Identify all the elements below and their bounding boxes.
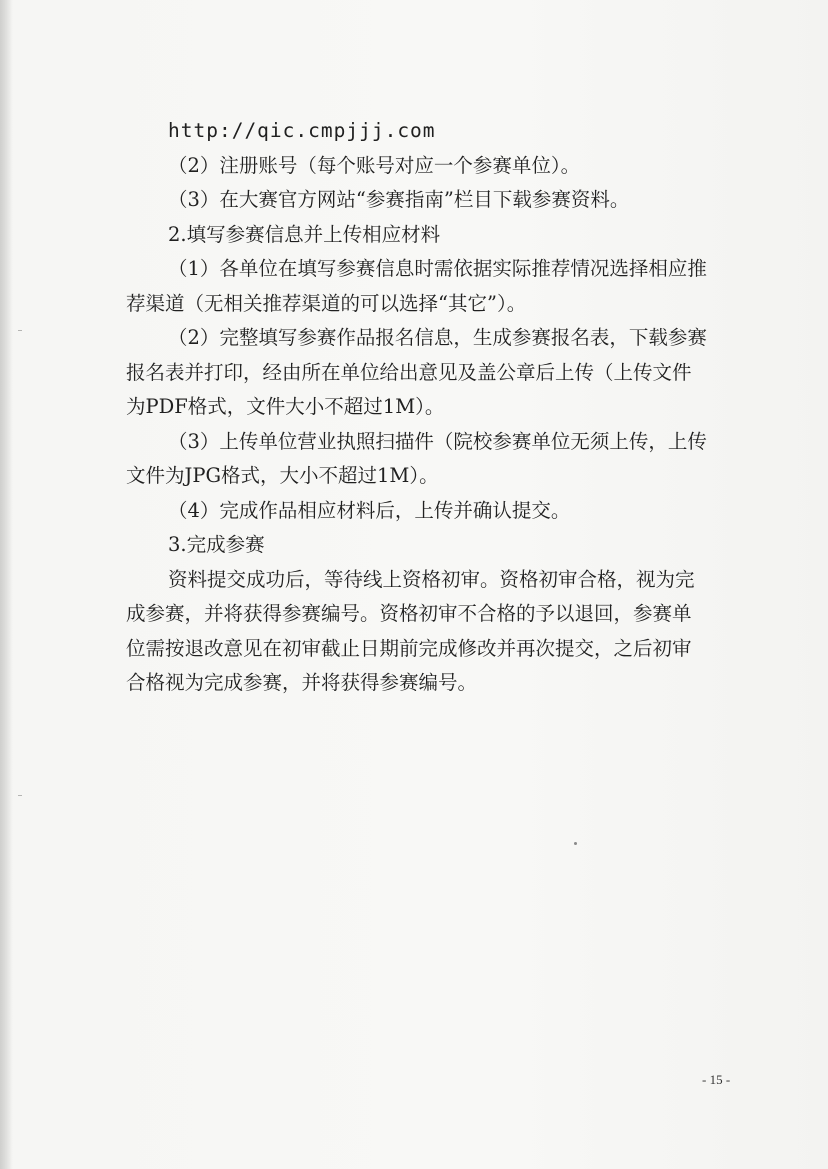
step-download-materials: （3）在大赛官方网站“参赛指南”栏目下载参赛资料。 [168,188,630,211]
paragraph-line: （2）完整填写参赛作品报名信息，生成参赛报名表，下载参赛 [168,326,707,349]
page-number: - 15 - [702,1072,731,1087]
paragraph-line: 位需按退改意见在初审截止日期前完成修改并再次提交，之后初审 [126,636,692,660]
paragraph-line: 文件为JPG格式，大小不超过1M）。 [126,464,439,487]
paragraph-line: （1）各单位在填写参赛信息时需依据实际推荐情况选择相应推 [168,257,707,280]
document-body [126,114,746,701]
scan-speck [574,842,577,845]
paragraph-line: （4）完成作品相应材料后，上传并确认提交。 [168,498,571,522]
website-url: http://qic.cmpjjj.com [168,119,436,142]
paragraph-line: 合格视为完成参赛，并将获得参赛编号。 [126,671,478,694]
scan-mark [18,330,22,331]
paragraph-line: 成参赛，并将获得参赛编号。资格初审不合格的予以退回，参赛单 [126,602,692,625]
paragraph-line: 荐渠道（无相关推荐渠道的可以选择“其它”）。 [126,291,527,315]
scan-mark [18,795,22,796]
section-heading-fill-info: 2.填写参赛信息并上传相应材料 [168,222,441,246]
paragraph-line: 资料提交成功后，等待线上资格初审。资格初审合格，视为完 [168,567,695,591]
step-register-account: （2）注册账号（每个账号对应一个参赛单位）。 [168,153,581,177]
paragraph-line: 报名表并打印，经由所在单位给出意见及盖公章后上传（上传文件 [126,360,692,384]
scan-edge-shadow [0,0,12,1169]
section-heading-complete: 3.完成参赛 [168,533,265,556]
paragraph-line: （3）上传单位营业执照扫描件（院校参赛单位无须上传，上传 [168,429,707,453]
paragraph-line: 为PDF格式，文件大小不超过1M）。 [126,395,445,418]
